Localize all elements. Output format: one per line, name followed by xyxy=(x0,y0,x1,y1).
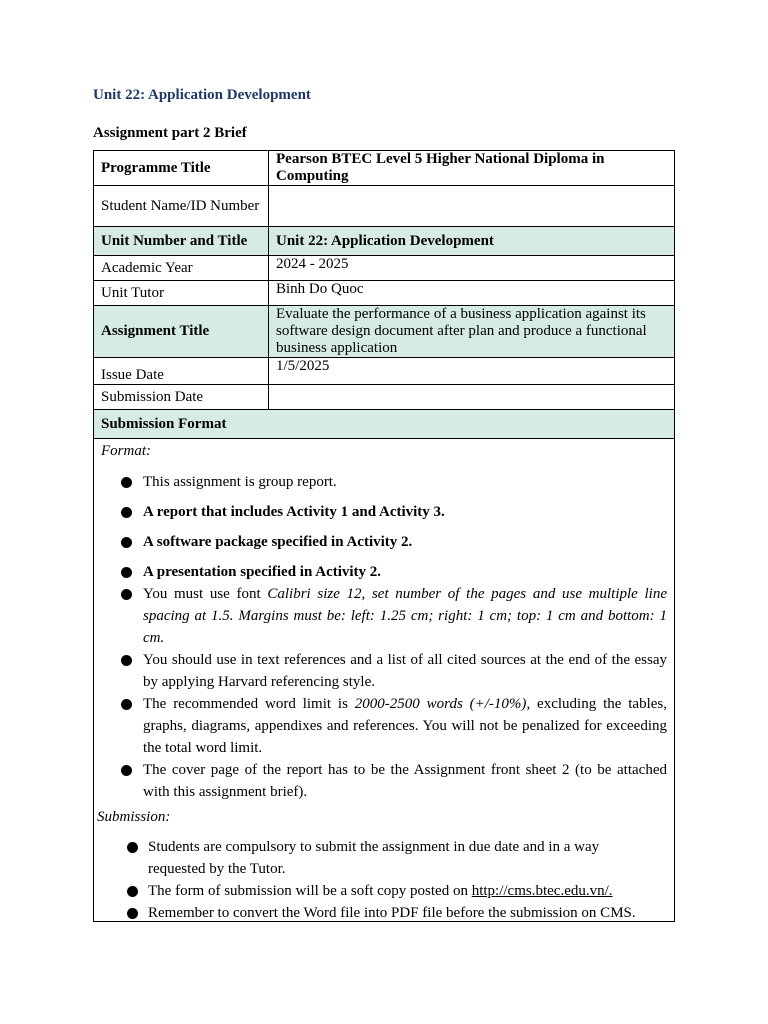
list-item xyxy=(94,902,674,924)
list-item xyxy=(94,583,674,649)
bullet-icon xyxy=(121,765,132,776)
list-item xyxy=(94,836,674,880)
row-unit xyxy=(94,227,675,256)
submission-date-value xyxy=(269,385,675,410)
wordlimit-text: The recommended word limit is xyxy=(143,696,355,712)
submission-format-content xyxy=(93,436,675,922)
bullet-icon xyxy=(127,842,138,853)
unit-tutor-label: Unit Tutor xyxy=(94,281,269,306)
unit-label: Unit Number and Title xyxy=(94,227,269,256)
assignment-info-table xyxy=(93,150,675,439)
format-item-text: A presentation specified in Activity 2. xyxy=(143,564,382,580)
bullet-icon xyxy=(121,507,132,518)
cover-text: The cover page of the report has to be the Assignment front sheet 2 (to be attached with this assignment brief). xyxy=(143,762,667,800)
font-text-italic: Calibri size 12, set number of the pages and use multiple line spacing at 1.5. Margins must be: left: 1.25 cm; right: 1 cm; top: 1 cm and bottom: 1 cm. xyxy=(143,586,667,646)
list-item xyxy=(94,759,674,803)
row-academic-year xyxy=(94,256,675,281)
row-issue-date xyxy=(94,358,675,385)
row-assignment-title xyxy=(94,306,675,358)
student-value xyxy=(269,186,675,227)
list-item xyxy=(94,649,674,693)
bullet-icon xyxy=(121,655,132,666)
submission-list xyxy=(94,836,674,924)
row-submission-format xyxy=(94,410,675,439)
format-label: Format: xyxy=(101,443,151,459)
academic-year-label: Academic Year xyxy=(94,256,269,281)
list-item xyxy=(94,880,674,902)
submission-format-label: Submission Format xyxy=(94,410,675,439)
list-item xyxy=(94,501,674,523)
format-list xyxy=(94,471,674,803)
academic-year-value: 2024 - 2025 xyxy=(269,256,675,281)
student-label: Student Name/ID Number xyxy=(94,186,269,227)
issue-date-label: Issue Date xyxy=(94,358,269,385)
bullet-icon xyxy=(121,699,132,710)
submission-date-label: Submission Date xyxy=(94,385,269,410)
brief-title: Assignment part 2 Brief xyxy=(93,125,247,141)
format-item-text: This assignment is group report. xyxy=(143,474,337,490)
bullet-icon xyxy=(127,908,138,919)
submission-item-text: Remember to convert the Word file into PDF file before the submission on CMS. xyxy=(148,905,636,921)
row-student xyxy=(94,186,675,227)
bullet-icon xyxy=(121,537,132,548)
cms-link[interactable]: http://cms.btec.edu.vn/. xyxy=(471,883,613,899)
list-item xyxy=(94,693,674,759)
list-item xyxy=(94,531,674,553)
bullet-icon xyxy=(121,567,132,578)
list-item xyxy=(94,561,674,583)
bullet-icon xyxy=(121,589,132,600)
list-item xyxy=(94,471,674,493)
format-item-text: A software package specified in Activity 2. xyxy=(143,534,413,550)
unit-value: Unit 22: Application Development xyxy=(269,227,675,256)
bullet-icon xyxy=(121,477,132,488)
wordlimit-italic: 2000-2500 words (+/-10%) xyxy=(354,696,527,712)
assignment-title-value: Evaluate the performance of a business application against its software design document after plan and produce a functional business application xyxy=(269,306,675,358)
format-item-text: A report that includes Activity 1 and Activity 3. xyxy=(143,504,445,520)
row-programme-title xyxy=(94,151,675,186)
issue-date-value: 1/5/2025 xyxy=(269,358,675,385)
programme-title-value: Pearson BTEC Level 5 Higher National Diploma in Computing xyxy=(269,151,675,186)
programme-title-label: Programme Title xyxy=(94,151,269,186)
row-unit-tutor xyxy=(94,281,675,306)
wordlimit-text-post: , excluding the tables, graphs, diagrams, appendixes and references. You will not be penalized for exceeding the total word limit. xyxy=(143,696,668,756)
submission-item-text: The form of submission will be a soft copy posted on xyxy=(148,883,472,899)
unit-tutor-value: Binh Do Quoc xyxy=(269,281,675,306)
submission-item-text: Students are compulsory to submit the assignment in due date and in a way requested by the Tutor. xyxy=(148,839,600,877)
submission-label: Submission: xyxy=(97,809,171,825)
row-submission-date xyxy=(94,385,675,410)
assignment-title-label: Assignment Title xyxy=(94,306,269,358)
font-text: You must use font xyxy=(143,586,268,602)
page-title: Unit 22: Application Development xyxy=(93,87,311,103)
references-text: You should use in text references and a list of all cited sources at the end of the essay by applying Harvard referencing style. xyxy=(143,652,667,690)
bullet-icon xyxy=(127,886,138,897)
